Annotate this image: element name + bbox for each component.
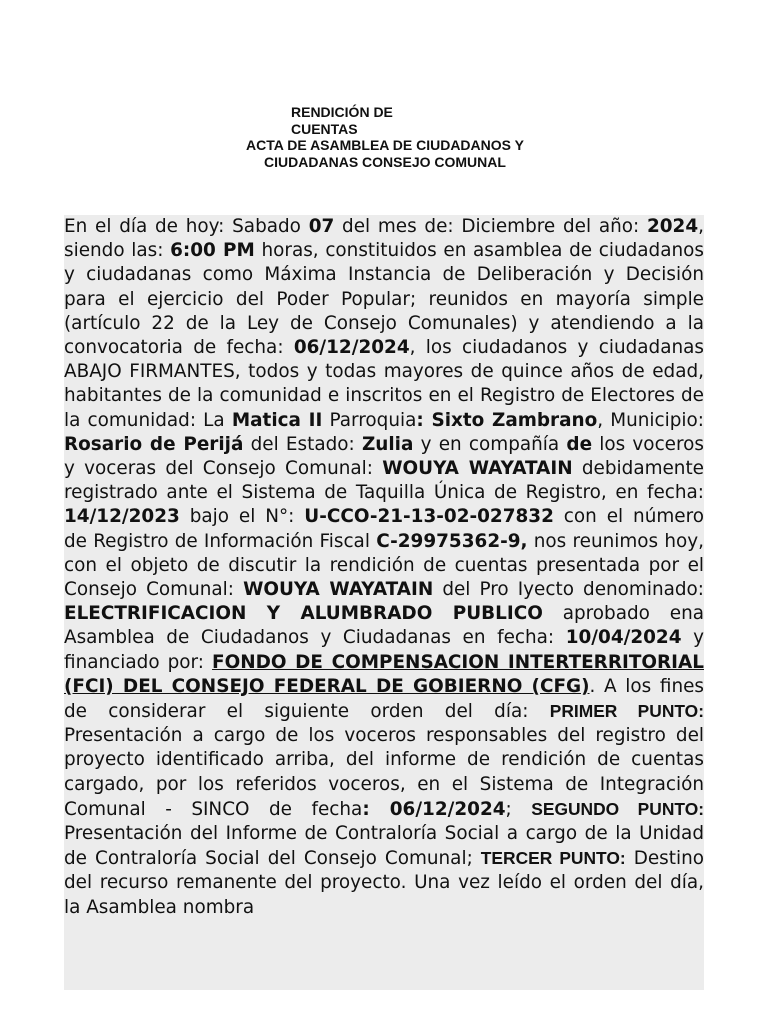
fiscal-id: C-29975362-9, xyxy=(376,530,528,552)
text-run: los voceros y voceras del Consejo Comunal: xyxy=(64,433,704,480)
first-point-label: PRIMER PUNTO: xyxy=(549,701,704,722)
sinco-date: : 06/12/2024 xyxy=(362,798,506,820)
text-run: aprobado ena Asamblea de Ciudadanos y Ciudadanas en fecha: xyxy=(64,603,704,649)
text-run: y en compañía xyxy=(413,433,567,455)
registration-date: 14/12/2023 xyxy=(64,506,180,528)
text-run: Presentación del Informe de Contraloría Social a cargo de la Unidad de Contraloría Social del Consejo Comunal; xyxy=(64,823,704,870)
parish-name: : Sixto Zambrano xyxy=(416,409,598,431)
text-run: Parroquia xyxy=(322,409,417,431)
third-point-label: TERCER PUNTO: xyxy=(480,848,626,869)
state-name: Zulia xyxy=(361,433,414,455)
council-name: WOUYA WAYATAIN xyxy=(382,458,573,480)
text-run: con el número de Registro de Información Fiscal xyxy=(64,506,704,552)
community-name: Matica II xyxy=(231,409,323,431)
text-run: , Municipio: xyxy=(597,409,704,431)
text-run: debidamente registrado ante el Sistema de Taquilla Única de Registro, en fecha: xyxy=(64,458,704,504)
project-name: ELECTRIFICACION Y ALUMBRADO PUBLICO xyxy=(64,603,543,625)
text-run: bajo el N°: xyxy=(179,506,305,528)
approval-date: 10/04/2024 xyxy=(565,627,682,649)
text-run: del Estado: xyxy=(243,433,362,455)
document-title xyxy=(200,104,570,170)
title-line-2: ACTA DE ASAMBLEA DE CIUDADANOS Y CIUDADANAS CONSEJO COMUNAL xyxy=(246,137,524,170)
text-run: . A los fines de considerar el siguiente orden del día: xyxy=(64,675,704,723)
acta-body-paragraph xyxy=(64,215,704,990)
funding-source: FONDO DE COMPENSACION INTERTERRITORIAL (FCI) DEL CONSEJO FEDERAL DE GOBIERNO (CFG) xyxy=(64,651,704,697)
text-run: nos reunimos hoy, con el objeto de discutir la rendición de cuentas presentada por el Consejo Comunal: xyxy=(64,530,704,601)
meeting-time: 6:00 PM xyxy=(170,240,255,262)
text-run-bold: de xyxy=(566,433,593,455)
text-run: Presentación a cargo de los voceros responsables del registro del proyecto identificado arriba, del informe de rendición de cuentas cargado, por los referidos voceros, en el Sistema de Integración Comunal - SINCO de fecha xyxy=(64,725,704,820)
registration-number: U-CCO-21-13-02-027832 xyxy=(304,506,554,528)
convocation-date: 06/12/2024 xyxy=(293,337,410,359)
text-run: Destino del recurso remanente del proyecto. Una vez leído el orden del día, la Asamblea nombra xyxy=(64,848,704,918)
second-point-label: SEGUNDO PUNTO: xyxy=(531,798,704,819)
municipality-name: Rosario de Perijá xyxy=(64,433,244,455)
text-run: ; xyxy=(505,798,532,820)
meeting-day: 07 xyxy=(308,216,335,237)
text-run: En el día de hoy: Sabado xyxy=(64,216,309,237)
meeting-year: 2024 xyxy=(646,216,699,237)
text-run: del Pro Iyecto denominado: xyxy=(433,579,704,601)
title-line-1: RENDICIÓN DE CUENTAS xyxy=(291,104,393,137)
text-run: horas, constituidos en asamblea de ciudadanos y ciudadanas como Máxima Instancia de Deliberación y Decisión para el ejercicio del Poder Popular; reunidos en mayoría simple (artículo 22 de la Ley de Consejo Comunales) y atendiendo a la convocatoria de fecha: xyxy=(64,240,704,359)
text-run: y financiado por: xyxy=(64,627,704,673)
council-name: WOUYA WAYATAIN xyxy=(243,579,434,601)
text-run: del mes de: Diciembre del año: xyxy=(334,216,647,237)
text-run: , los ciudadanos y ciudadanas ABAJO FIRMANTES, todos y todas mayores de quince años de edad, habitantes de la comunidad e inscritos en el Registro de Electores de la comunidad: La xyxy=(64,337,704,431)
text-run: , siendo las: xyxy=(64,216,704,262)
